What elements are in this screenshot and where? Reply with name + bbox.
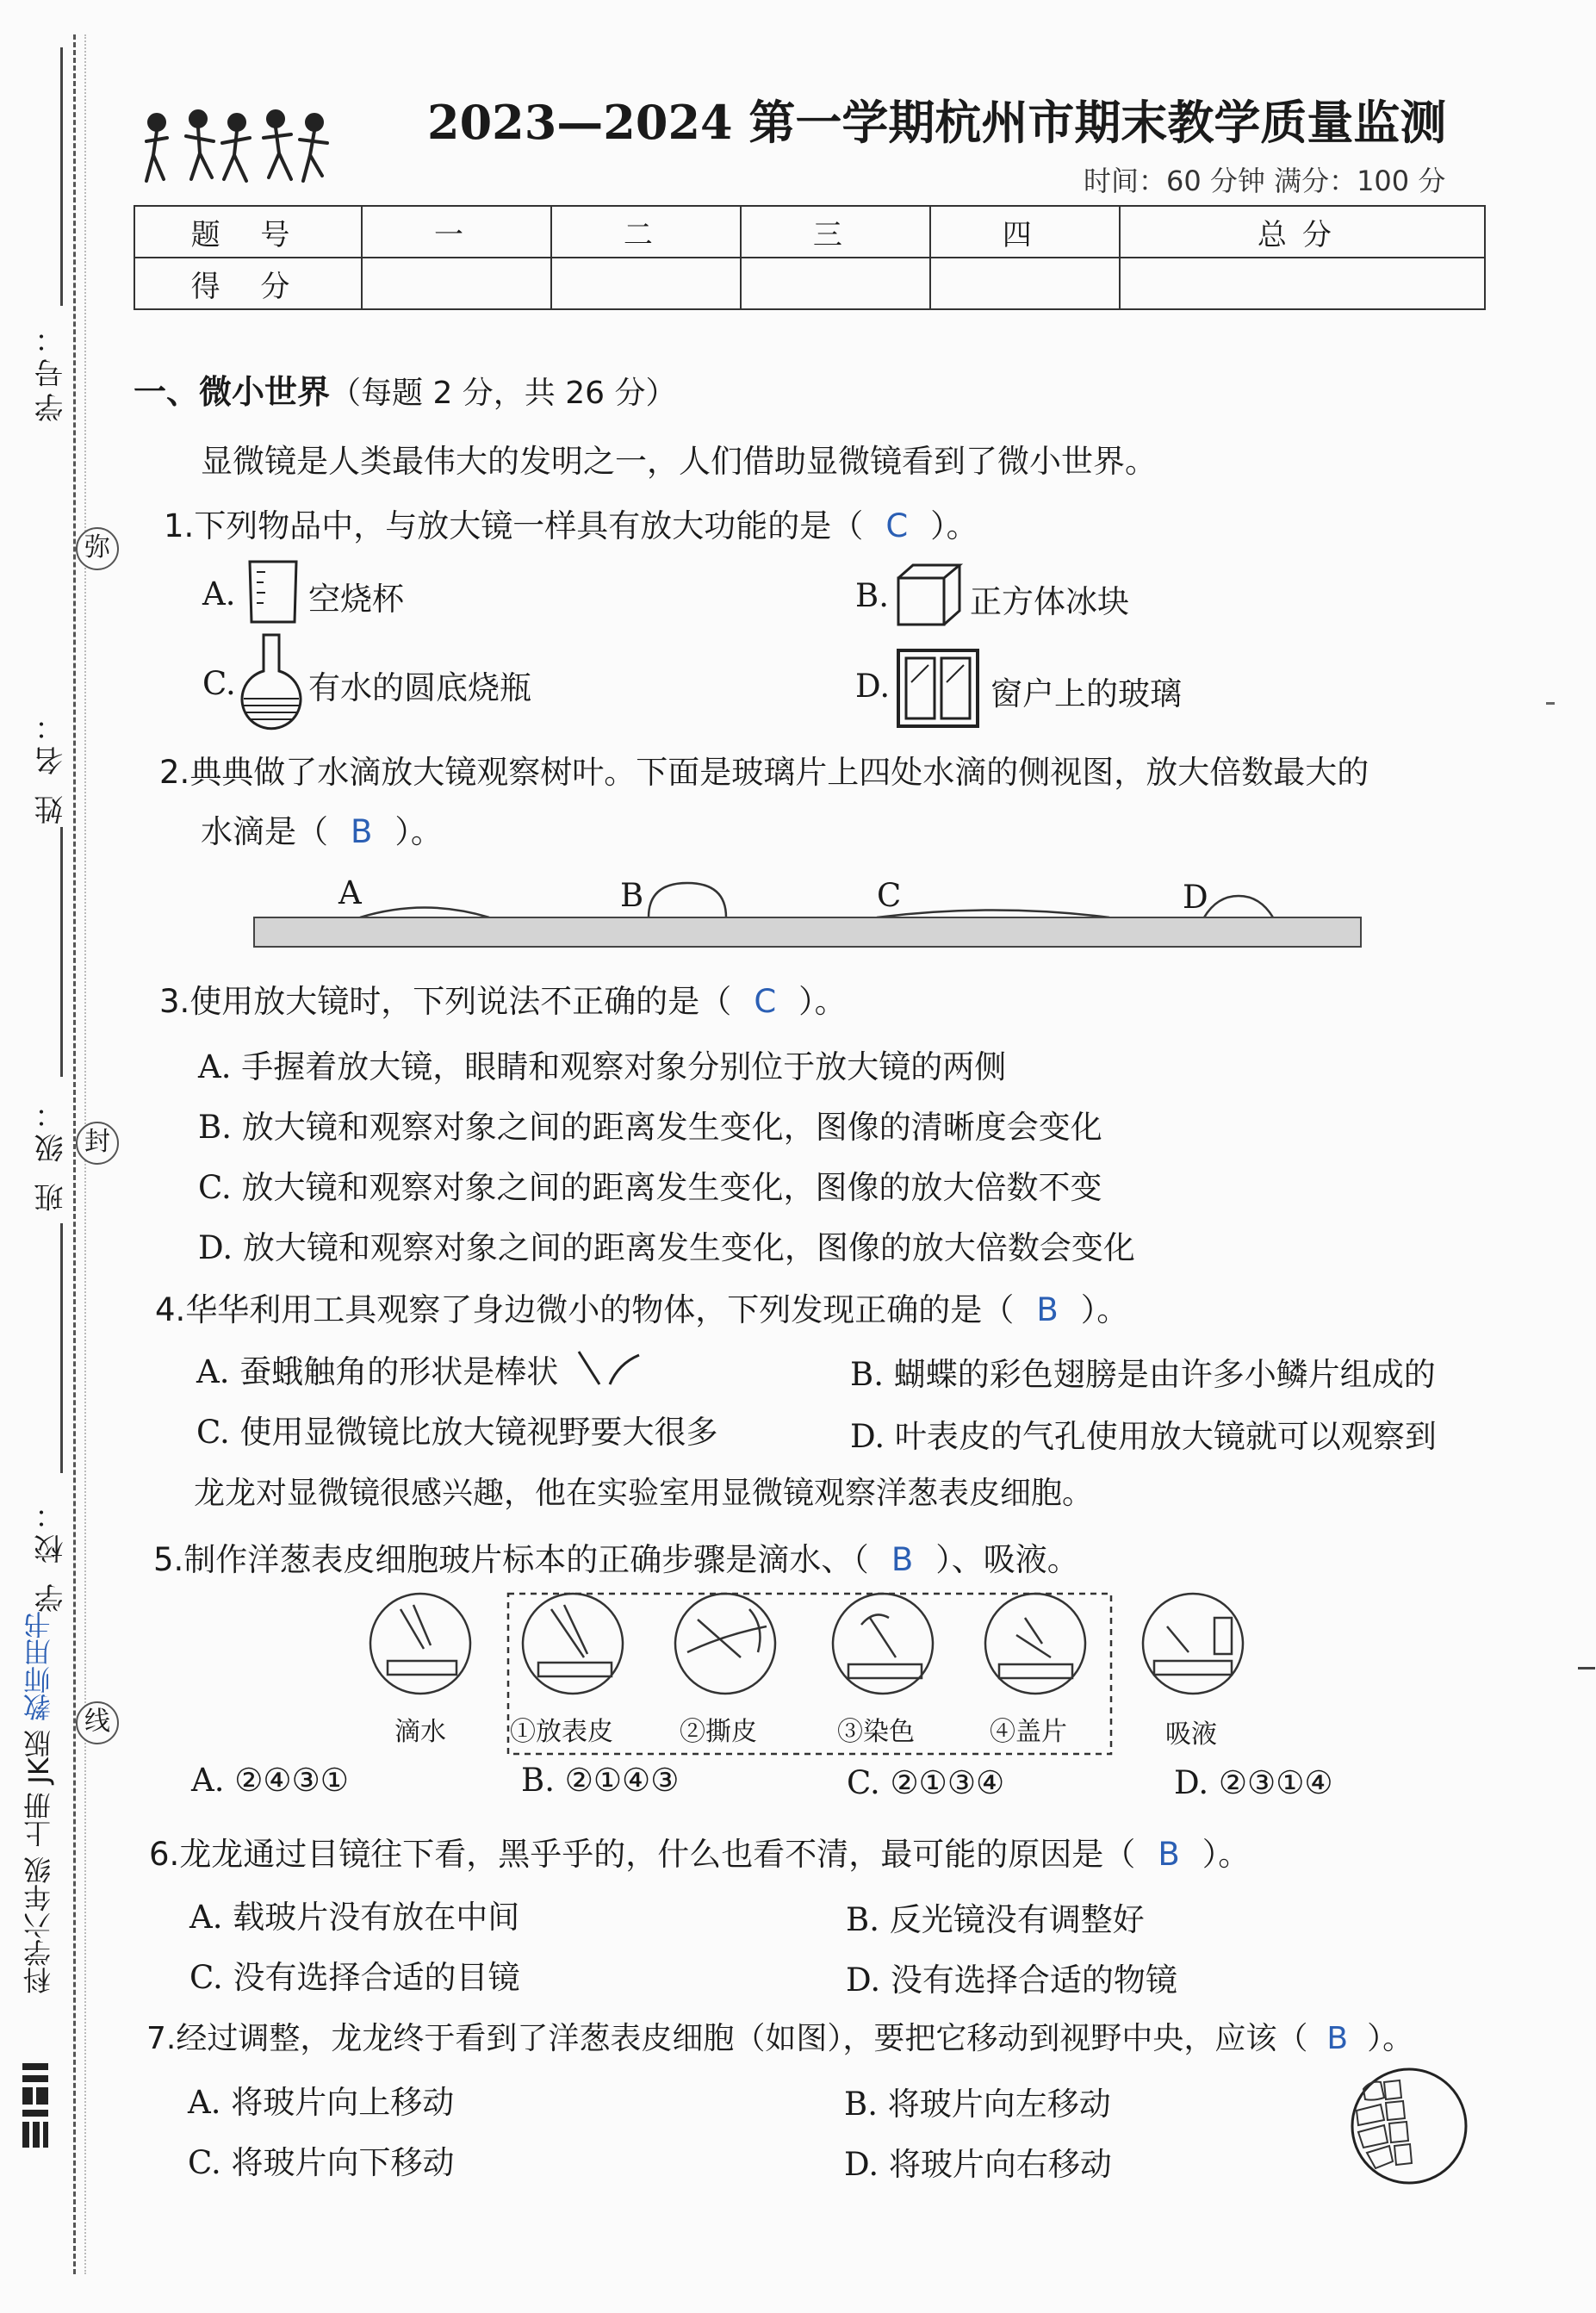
drop-d — [1204, 896, 1273, 917]
q5-option-b: B. ②①④③ — [521, 1762, 680, 1799]
class-line — [60, 1223, 63, 1473]
answer-7: B — [1326, 2021, 1349, 2056]
intro-paragraph-2: 龙龙对显微镜很感兴趣，他在实验室用显微镜观察洋葱表皮细胞。 — [194, 1476, 1094, 1511]
school-label: 学 校： — [34, 1495, 69, 1613]
q1-option-d-letter: D. — [855, 668, 891, 705]
drop-a — [360, 908, 489, 918]
score-table-cell: 一 — [362, 206, 551, 258]
q3-option-b: B. 放大镜和观察对象之间的距离发生变化，图像的清晰度会变化 — [198, 1109, 1102, 1146]
drop-label-a: A — [338, 874, 362, 911]
slide-preparation-steps-diagram — [362, 1592, 1258, 1756]
answer-2: B — [351, 813, 373, 850]
binding-dashed-line — [73, 34, 76, 2274]
antenna-icon — [575, 1348, 644, 1390]
step-label-drip: 滴水 — [394, 1717, 446, 1747]
score-table — [134, 205, 1486, 310]
question-1: 1.下列物品中，与放大镜一样具有放大功能的是（ C ）。 — [164, 507, 978, 544]
q7-option-b: B. 将玻片向左移动 — [844, 2086, 1111, 2123]
score-table-cell: 得 分 — [134, 258, 362, 309]
q4-option-c: C. 使用显微镜比放大镜视野要大很多 — [196, 1414, 718, 1451]
publisher-logo — [19, 2063, 53, 2167]
q7-option-c: C. 将玻片向下移动 — [188, 2144, 455, 2181]
q1-option-b-text: 正方体冰块 — [970, 583, 1129, 620]
q5-option-c: C. ②①③④ — [847, 1764, 1005, 1801]
teacher-edition-label: 教师用书 — [22, 1611, 55, 1721]
answer-5: B — [891, 1541, 914, 1578]
q1-option-d-text: 窗户上的玻璃 — [991, 675, 1182, 712]
answer-6: B — [1158, 1836, 1180, 1873]
score-input-cell[interactable] — [1120, 258, 1485, 309]
step-absorb-liquid — [1143, 1594, 1243, 1694]
q4-option-a: A. 蚕蛾触角的形状是棒状 — [196, 1353, 559, 1390]
question-6: 6.龙龙通过目镜往下看，黑乎乎的，什么也看不清，最可能的原因是（ B ）。 — [149, 1836, 1251, 1873]
score-input-cell[interactable] — [551, 258, 741, 309]
section-intro: 显微镜是人类最伟大的发明之一，人们借助显微镜看到了微小世界。 — [201, 443, 1157, 480]
section-title: 一、微小世界（每题 2 分，共 26 分） — [134, 373, 677, 411]
step-label-4: ④盖片 — [990, 1717, 1067, 1747]
q1-option-a-text: 空烧杯 — [308, 581, 404, 618]
seal-mi: 弥 — [76, 527, 119, 570]
step-label-absorb: 吸液 — [1165, 1719, 1217, 1750]
book-info: 科学六年级 上册 JK版 教师用书 — [22, 1611, 55, 1994]
question-7: 7.经过调整，龙龙终于看到了洋葱表皮细胞（如图），要把它移动到视野中央，应该（ B ）。 — [146, 2021, 1414, 2056]
q3-option-d: D. 放大镜和观察对象之间的距离发生变化，图像的放大倍数会变化 — [198, 1229, 1135, 1266]
score-table-cell: 三 — [741, 206, 930, 258]
question-2-line2: 水滴是（ B ）。 — [201, 813, 443, 850]
question-3: 3.使用放大镜时，下列说法不正确的是（ C ）。 — [159, 983, 847, 1020]
q1-option-c-text: 有水的圆底烧瓶 — [308, 669, 531, 706]
seal-xian: 线 — [76, 1701, 119, 1744]
answer-3: C — [754, 983, 777, 1020]
score-input-cell[interactable] — [741, 258, 930, 309]
section-note: （每题 2 分，共 26 分） — [330, 376, 677, 411]
step-label-1: ①放表皮 — [510, 1717, 613, 1747]
class-label: 班 级： — [34, 1094, 69, 1212]
question-5: 5.制作洋葱表皮细胞玻片标本的正确步骤是滴水、（ B ）、吸液。 — [153, 1541, 1079, 1578]
q5-option-a: A. ②④③① — [191, 1762, 349, 1799]
q4-option-d: D. 叶表皮的气孔使用放大镜就可以观察到 — [850, 1418, 1437, 1455]
score-table-cell: 题 号 — [134, 206, 362, 258]
name-label: 姓 名： — [34, 706, 69, 824]
score-input-cell[interactable] — [362, 258, 551, 309]
student-id-label: 学号： — [34, 319, 69, 422]
edge-mark — [1578, 1667, 1595, 1669]
q1-option-b-letter: B. — [855, 577, 889, 614]
drop-c — [877, 911, 1109, 918]
cube-icon — [896, 563, 963, 628]
drop-b — [649, 883, 726, 917]
score-table-header-row — [134, 206, 1485, 258]
q3-option-a: A. 手握着放大镜，眼睛和观察对象分别位于放大镜的两侧 — [198, 1048, 1007, 1085]
score-table-score-row — [134, 258, 1485, 309]
q1-option-a-letter: A. — [202, 575, 236, 612]
step-label-3: ③染色 — [837, 1717, 915, 1747]
decorative-figures-logo — [138, 103, 336, 190]
microscope-field-of-view — [1346, 2063, 1475, 2192]
q5-option-d: D. ②③①④ — [1174, 1764, 1333, 1801]
drop-label-b: B — [620, 877, 644, 914]
q7-option-d: D. 将玻片向右移动 — [844, 2146, 1112, 2183]
student-id-line — [60, 47, 63, 306]
exam-time-info: 时间：60 分钟 满分：100 分 — [1084, 165, 1446, 197]
name-line — [60, 827, 63, 1077]
q6-option-a: A. 载玻片没有放在中间 — [189, 1899, 520, 1936]
exam-title: 2023—2024 第一学期杭州市期末教学质量监测 — [427, 95, 1447, 150]
glass-slide — [254, 917, 1361, 947]
score-table-cell: 四 — [930, 206, 1120, 258]
question-2: 2.典典做了水滴放大镜观察树叶。下面是玻璃片上四处水滴的侧视图，放大倍数最大的 — [159, 754, 1369, 791]
question-4: 4.华华利用工具观察了身边微小的物体，下列发现正确的是（ B ）。 — [155, 1291, 1129, 1328]
q6-option-c: C. 没有选择合适的目镜 — [189, 1959, 520, 1996]
score-input-cell[interactable] — [930, 258, 1120, 309]
q4-option-b: B. 蝴蝶的彩色翅膀是由许多小鳞片组成的 — [850, 1356, 1436, 1393]
edge-mark — [1546, 702, 1555, 705]
answer-1: C — [885, 507, 909, 544]
seal-feng: 封 — [76, 1122, 119, 1165]
drop-label-c: C — [877, 877, 902, 914]
q7-option-a: A. 将玻片向上移动 — [188, 2084, 455, 2121]
q3-option-c: C. 放大镜和观察对象之间的距离发生变化，图像的放大倍数不变 — [198, 1169, 1102, 1206]
water-drops-diagram — [252, 879, 1363, 956]
q6-option-d: D. 没有选择合适的物镜 — [846, 1962, 1177, 1999]
answer-4: B — [1036, 1291, 1059, 1328]
step-label-2: ②撕皮 — [680, 1717, 757, 1747]
q6-option-b: B. 反光镜没有调整好 — [846, 1901, 1145, 1938]
step-place-skin — [523, 1594, 623, 1694]
score-table-cell: 总分 — [1120, 206, 1485, 258]
drop-label-d: D — [1183, 879, 1208, 916]
score-table-cell: 二 — [551, 206, 741, 258]
window-icon — [896, 648, 982, 731]
flask-icon — [239, 633, 303, 728]
beaker-icon — [245, 560, 301, 625]
q1-option-c-letter: C. — [202, 665, 236, 702]
